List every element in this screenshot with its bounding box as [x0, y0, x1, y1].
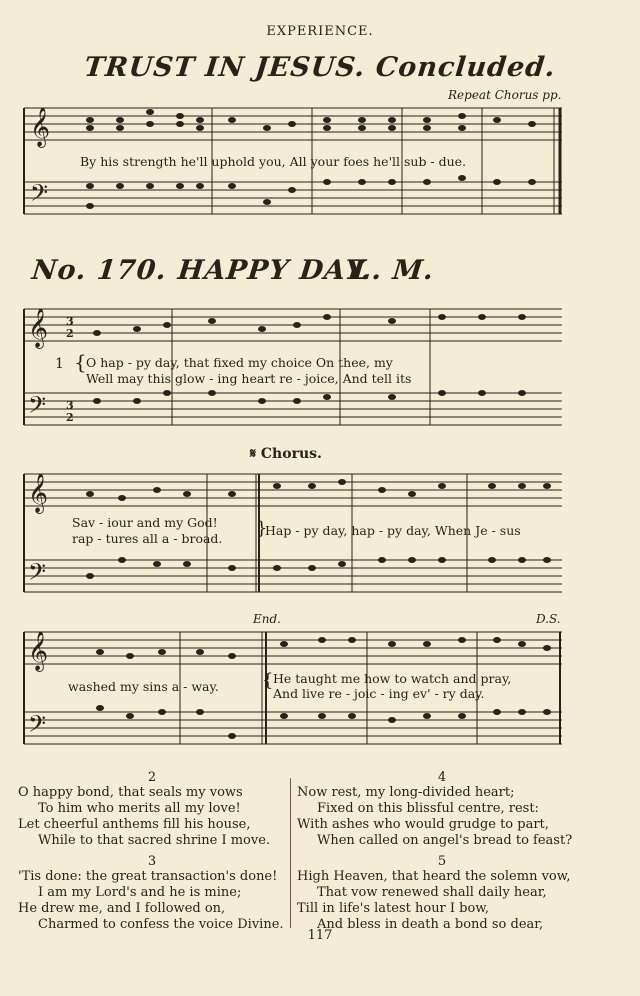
stanza-number: 3: [147, 854, 157, 869]
stanza-line: Charmed to confess the voice Divine.: [38, 917, 284, 932]
end-marker: End.: [253, 612, 281, 626]
lyrics-sys4-left: washed my sins a - way.: [68, 679, 219, 694]
repeat-direction: Repeat Chorus pp.: [448, 88, 562, 102]
lyrics-sys3-right: Hap - py day, hap - py day, When Je - sus: [265, 523, 521, 538]
stanza-line: With ashes who would grudge to part,: [297, 817, 549, 832]
page-number: 117: [307, 928, 333, 943]
stanza-line: That vow renewed shall daily hear,: [317, 885, 547, 900]
lyrics-sys3-left-line2: rap - tures all a - broad.: [72, 531, 223, 546]
stanza-line: When called on angel's bread to feast?: [317, 833, 573, 848]
svg-text:2: 2: [66, 327, 74, 340]
svg-text:𝄞: 𝄞: [28, 308, 49, 348]
svg-text:𝄢: 𝄢: [30, 179, 49, 212]
chorus-label: [250, 446, 322, 462]
stanza-line: I am my Lord's and he is mine;: [38, 885, 242, 900]
stanza-3: [18, 854, 286, 933]
stanza-line: Now rest, my long-divided heart;: [297, 785, 515, 800]
svg-text:𝄞: 𝄞: [30, 107, 51, 147]
brace-icon: {: [262, 670, 274, 691]
lyrics-sys3-left-line1: Sav - iour and my God!: [72, 515, 218, 530]
lyrics-sys4-right-line2: And live re - joic - ing ev' - ry day.: [273, 686, 485, 701]
verse-number: 1: [55, 356, 64, 372]
svg-text:𝄢: 𝄢: [28, 558, 47, 591]
column-divider: [290, 778, 291, 928]
stanza-line: Till in life's latest hour I bow,: [297, 901, 490, 916]
stanza-line: High Heaven, that heard the solemn vow,: [297, 869, 571, 884]
ds-marker: D.S.: [536, 612, 561, 626]
segno-icon: 𝄋: [250, 446, 257, 462]
stanza-number: 4: [437, 770, 447, 785]
stanza-number: 5: [437, 854, 447, 869]
svg-text:3: 3: [66, 315, 74, 328]
svg-text:𝄢: 𝄢: [28, 391, 47, 424]
svg-text:𝄢: 𝄢: [28, 710, 47, 743]
svg-text:𝄞: 𝄞: [28, 631, 49, 671]
stanza-line: Let cheerful anthems fill his house,: [18, 817, 251, 832]
stanza-5: [297, 854, 587, 933]
brace-icon: }: [256, 518, 268, 539]
song-title-trust-in-jesus: TRUST IN JESUS. Concluded.: [82, 52, 558, 83]
stanza-line: He drew me, and I followed on,: [18, 901, 226, 916]
svg-text:3: 3: [66, 399, 74, 412]
stanza-line: Fixed on this blissful centre, rest:: [317, 801, 539, 816]
stanza-line: And bless in death a bond so dear,: [317, 917, 544, 932]
stanza-2: [18, 770, 286, 849]
stanza-4: [297, 770, 587, 849]
section-header: EXPERIENCE.: [266, 24, 374, 39]
stanza-line: While to that sacred shrine I move.: [38, 833, 271, 848]
lyrics-sys2-line2: Well may this glow - ing heart re - joice, And tell its: [86, 371, 412, 386]
svg-text:𝄞: 𝄞: [28, 473, 49, 513]
stanza-number: 2: [147, 770, 157, 785]
stanza-line: 'Tis done: the great transaction's done!: [18, 869, 278, 884]
stanza-line: To him who merits all my love!: [38, 801, 241, 816]
stanza-line: O happy bond, that seals my vows: [18, 785, 243, 800]
lyrics-trust-line: By his strength he'll uphold you, All your foes he'll sub - due.: [80, 154, 467, 169]
meter-label: L. M.: [350, 255, 436, 286]
chorus-text: Chorus.: [260, 446, 322, 462]
brace-icon: {: [74, 350, 87, 374]
song-title-happy-day: HAPPY DAY.: [176, 255, 374, 286]
hymn-number: No. 170.: [30, 255, 169, 286]
lyrics-sys4-right-line1: He taught me how to watch and pray,: [273, 671, 512, 686]
lyrics-sys2-line1: O hap - py day, that fixed my choice On thee, my: [86, 355, 393, 370]
svg-text:2: 2: [66, 411, 74, 424]
